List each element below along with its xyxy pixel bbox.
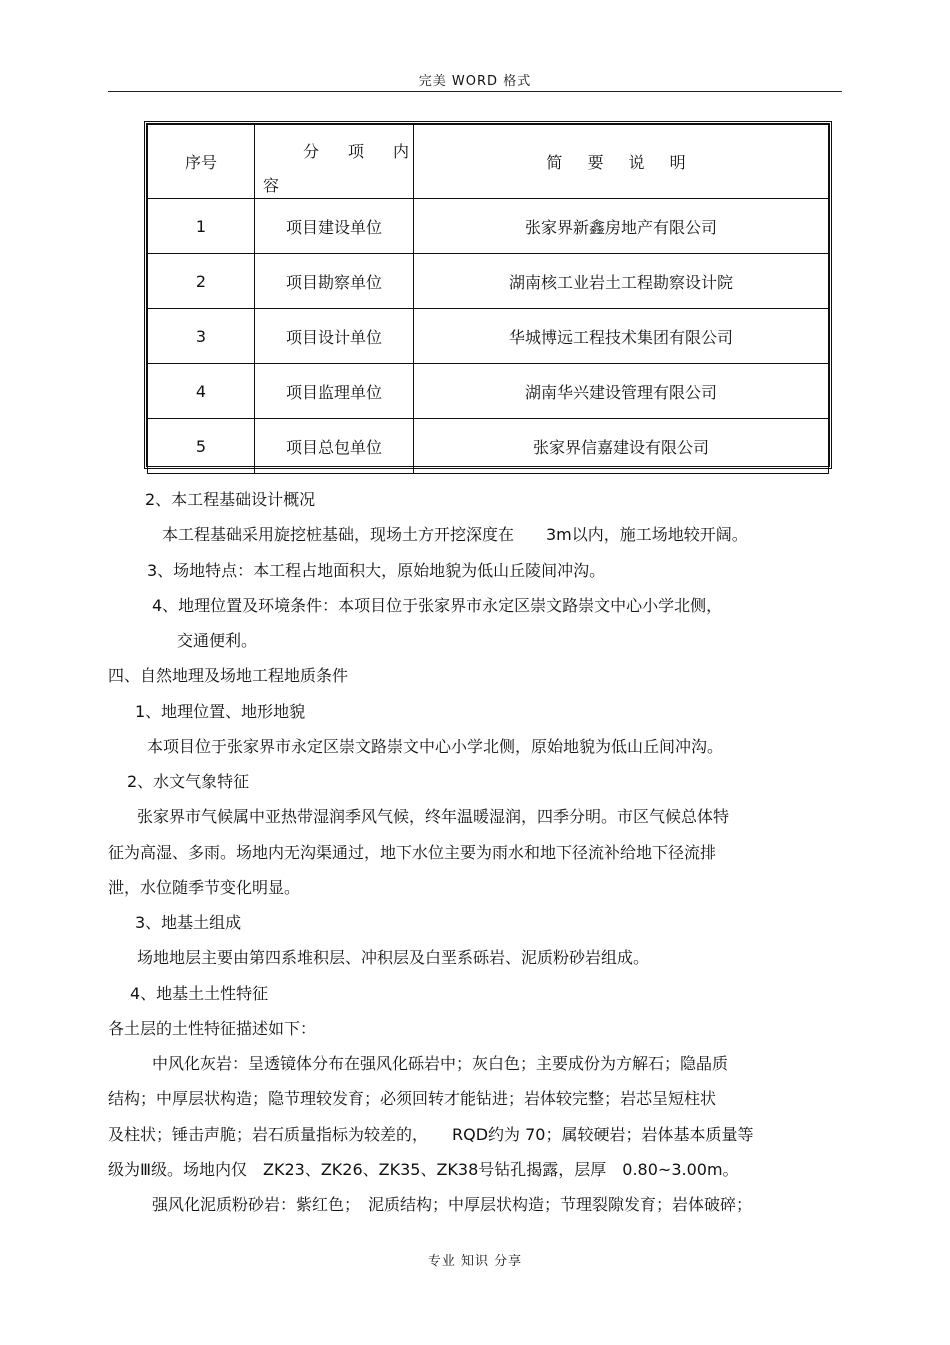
cell-description: 张家界新鑫房地产有限公司	[414, 199, 829, 254]
paragraph-line: 征为高湿、多雨。场地内无沟渠通过，地下水位主要为雨水和地下径流补给地下径流排	[108, 843, 717, 862]
header-item-char: 容	[263, 176, 280, 195]
section-heading: 2、水文气象特征	[127, 772, 250, 791]
paragraph-line: 3、场地特点：本工程占地面积大，原始地貌为低山丘陵间冲沟。	[147, 561, 606, 580]
cell-description: 华城博远工程技术集团有限公司	[414, 309, 829, 364]
paragraph-line: 交通便利。	[177, 631, 258, 650]
table-row	[148, 309, 829, 364]
section-heading: 2、本工程基础设计概况	[145, 490, 316, 509]
table-row	[148, 254, 829, 309]
header-item	[255, 125, 414, 199]
cell-item: 项目建设单位	[255, 199, 414, 254]
section-heading: 1、地理位置、地形地貌	[135, 702, 306, 721]
table-row	[148, 199, 829, 254]
cell-serial: 3	[148, 309, 255, 364]
cell-item: 项目勘察单位	[255, 254, 414, 309]
cell-item: 项目设计单位	[255, 309, 414, 364]
paragraph-line: 中风化灰岩：呈透镜体分布在强风化砾岩中；灰白色；主要成份为方解石；隐晶质	[152, 1054, 729, 1073]
paragraph-line: 泄，水位随季节变化明显。	[108, 878, 301, 897]
section-heading: 四、自然地理及场地工程地质条件	[108, 666, 349, 685]
header-serial: 序号	[148, 125, 255, 199]
header-item-char: 分	[303, 142, 320, 161]
paragraph-line: 场地地层主要由第四系堆积层、冲积层及白垩系砾岩、泥质粉砂岩组成。	[137, 948, 650, 967]
header-description-text: 简 要 说 明	[546, 153, 696, 172]
header-description	[414, 125, 829, 199]
project-units-table	[144, 121, 832, 469]
paragraph-line: 张家界市气候属中亚热带湿润季风气候，终年温暖湿润，四季分明。市区气候总体特	[137, 807, 730, 826]
cell-description: 湖南华兴建设管理有限公司	[414, 364, 829, 419]
paragraph-line: 各土层的土性特征描述如下：	[108, 1019, 317, 1038]
section-heading: 3、地基土组成	[135, 913, 242, 932]
cell-serial: 2	[148, 254, 255, 309]
table-header-row	[148, 125, 829, 199]
page-header: 完美 WORD 格式	[418, 74, 532, 89]
header-item-char: 项	[347, 142, 364, 161]
paragraph-line: 结构；中厚层状构造；隐节理较发育；必须回转才能钻进；岩体较完整；岩芯呈短柱状	[108, 1089, 717, 1108]
paragraph-line: 强风化泥质粉砂岩：紫红色； 泥质结构；中厚层状构造；节理裂隙发育；岩体破碎；	[152, 1195, 753, 1214]
header-item-char: 内	[392, 142, 409, 161]
paragraph-line: 本工程基础采用旋挖桩基础，现场土方开挖深度在 3m以内，施工场地较开阔。	[162, 525, 748, 544]
cell-serial: 5	[148, 419, 255, 474]
cell-description: 张家界信嘉建设有限公司	[414, 419, 829, 474]
table-row	[148, 364, 829, 419]
paragraph-line: 级为Ⅲ级。场地内仅 ZK23、ZK26、ZK35、ZK38号钻孔揭露，层厚 0.80~3.00m。	[108, 1160, 739, 1179]
section-heading: 4、地基土土性特征	[130, 984, 269, 1003]
header-divider	[108, 91, 842, 92]
paragraph-line: 4、地理位置及环境条件：本项目位于张家界市永定区崇文路崇文中心小学北侧，	[152, 596, 723, 615]
paragraph-line: 本项目位于张家界市永定区崇文路崇文中心小学北侧，原始地貌为低山丘间冲沟。	[147, 737, 724, 756]
table-row	[148, 419, 829, 474]
page-footer: 专业 知识 分享	[427, 1254, 523, 1269]
cell-item: 项目总包单位	[255, 419, 414, 474]
cell-item: 项目监理单位	[255, 364, 414, 419]
cell-serial: 4	[148, 364, 255, 419]
cell-description: 湖南核工业岩土工程勘察设计院	[414, 254, 829, 309]
cell-serial: 1	[148, 199, 255, 254]
paragraph-line: 及柱状；锤击声脆；岩石质量指标为较差的， RQD约为 70；属较硬岩；岩体基本质量等	[108, 1125, 754, 1144]
